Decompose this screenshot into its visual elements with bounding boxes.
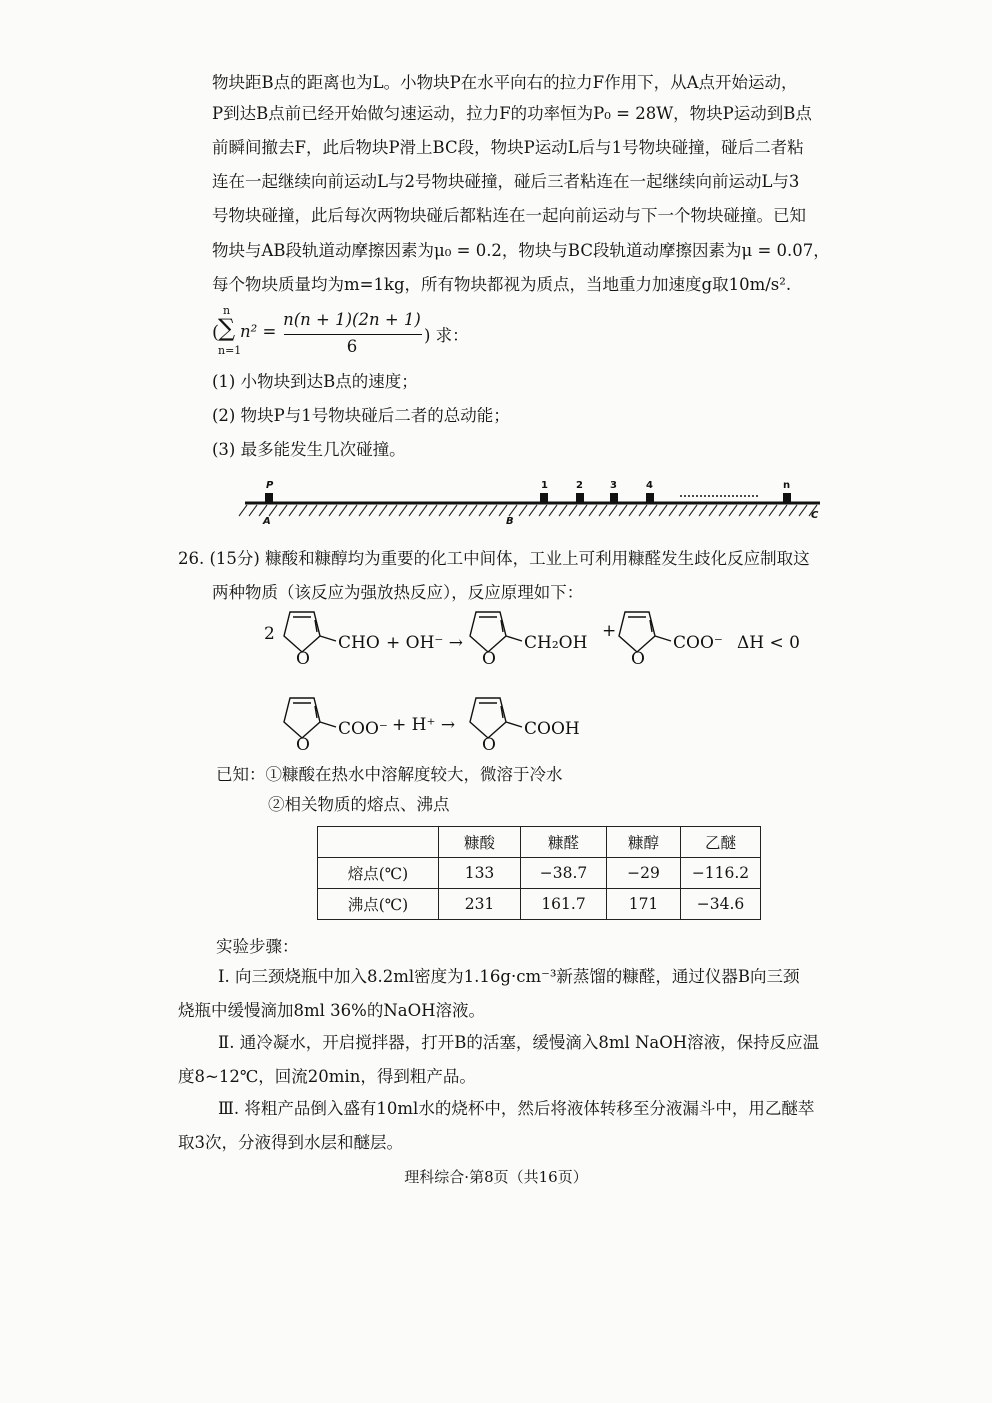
step-3-line1: Ⅲ. 将粗产品倒入盛有10ml水的烧杯中，然后将液体转移至分液漏斗中，用乙醚萃 bbox=[218, 1099, 815, 1118]
label-3: 3 bbox=[610, 480, 617, 491]
label-p: P bbox=[266, 480, 274, 491]
label-1: 1 bbox=[541, 480, 548, 491]
fraction-denominator: 6 bbox=[346, 337, 358, 356]
q26-intro-line2: 两种物质（该反应为强放热反应），反应原理如下： bbox=[212, 583, 584, 602]
question-1: (1) 小物块到达B点的速度； bbox=[212, 372, 418, 391]
physics-line-6: 物块与AB段轨道动摩擦因素为μ₀ = 0.2，物块与BC段轨道动摩擦因素为μ = 0.07， bbox=[212, 241, 830, 260]
eq1-delta-h: ΔH < 0 bbox=[737, 633, 800, 653]
table-cell: 熔点(℃) bbox=[318, 858, 439, 889]
label-4: 4 bbox=[646, 480, 653, 491]
table-cell: 231 bbox=[439, 889, 521, 920]
eq1-coo: COO⁻ bbox=[673, 633, 723, 653]
step-3-line2: 取3次，分液得到水层和醚层。 bbox=[178, 1133, 403, 1152]
eq2-cooh: COOH bbox=[524, 719, 580, 739]
label-c: C bbox=[811, 510, 819, 521]
sum-formula bbox=[212, 304, 472, 362]
table-header-cell: 糠醇 bbox=[607, 827, 681, 858]
sum-lhs: n² = bbox=[240, 322, 277, 341]
furan-ring-3 bbox=[619, 612, 671, 652]
table-header-cell: 糠酸 bbox=[439, 827, 521, 858]
furan-o-1: O bbox=[296, 649, 310, 668]
block-2 bbox=[576, 493, 584, 502]
step-1-line2: 烧瓶中缓慢滴加8ml 36%的NaOH溶液。 bbox=[178, 1001, 486, 1020]
sum-lower: n=1 bbox=[218, 344, 242, 357]
reaction-equation-2 bbox=[272, 692, 602, 754]
table-header-cell: 乙醚 bbox=[681, 827, 761, 858]
step-2-line1: Ⅱ. 通冷凝水，开启搅拌器，打开B的活塞，缓慢滴入8ml NaOH溶液，保持反应温 bbox=[218, 1033, 820, 1052]
step-2-line2: 度8~12℃，回流20min，得到粗产品。 bbox=[178, 1067, 476, 1086]
table-cell: −29 bbox=[607, 858, 681, 889]
label-a: A bbox=[263, 516, 271, 527]
eq1-coefficient: 2 bbox=[264, 624, 275, 644]
table-cell: 171 bbox=[607, 889, 681, 920]
properties-table bbox=[317, 826, 761, 920]
block-4 bbox=[646, 493, 654, 502]
physics-line-7: 每个物块质量均为m=1kg，所有物块都视为质点，当地重力加速度g取10m/s². bbox=[212, 275, 792, 294]
table-row bbox=[318, 889, 761, 920]
table-cell: 沸点(℃) bbox=[318, 889, 439, 920]
sum-upper: n bbox=[223, 304, 231, 317]
formula-open-paren: ( bbox=[212, 322, 220, 343]
furan-o-4: O bbox=[296, 735, 310, 754]
table-cell: −116.2 bbox=[681, 858, 761, 889]
block-n bbox=[783, 493, 791, 502]
known-1: 已知：①糠酸在热水中溶解度较大，微溶于冷水 bbox=[216, 765, 563, 784]
furan-ring-2 bbox=[470, 612, 522, 652]
block-3 bbox=[610, 493, 618, 502]
q26-intro-line1: 26. (15分) 糠酸和糠醇均为重要的化工中间体，工业上可利用糠醛发生歧化反应制取这 bbox=[178, 549, 810, 568]
block-p bbox=[265, 493, 273, 502]
table-header-row bbox=[318, 827, 761, 858]
steps-title: 实验步骤： bbox=[216, 937, 299, 956]
furan-ring-4 bbox=[284, 698, 336, 738]
track-hatching bbox=[239, 505, 817, 516]
furan-o-2: O bbox=[482, 649, 496, 668]
table-cell: 161.7 bbox=[521, 889, 607, 920]
table-cell: −34.6 bbox=[681, 889, 761, 920]
page-footer: 理科综合·第8页（共16页） bbox=[404, 1168, 588, 1186]
eq2-plus-h: + H⁺ → bbox=[392, 715, 456, 735]
fraction-bar bbox=[284, 334, 422, 335]
formula-close: ) 求： bbox=[424, 326, 469, 345]
table-cell: −38.7 bbox=[521, 858, 607, 889]
furan-ring-5 bbox=[470, 698, 522, 738]
furan-o-3: O bbox=[631, 649, 645, 668]
label-b: B bbox=[506, 516, 514, 527]
furan-ring-1 bbox=[284, 612, 336, 652]
physics-line-5: 号物块碰撞，此后每次两物块碰后都粘连在一起向前运动与下一个物块碰撞。已知 bbox=[212, 206, 806, 225]
physics-line-4: 连在一起继续向前运动L与2号物块碰撞，碰后三者粘连在一起继续向前运动L与3 bbox=[212, 172, 800, 191]
table-header-cell bbox=[318, 827, 439, 858]
fraction-numerator: n(n + 1)(2n + 1) bbox=[283, 310, 421, 329]
eq1-ch2oh: CH₂OH bbox=[524, 633, 588, 653]
block-1 bbox=[540, 493, 548, 502]
eq1-cho: CHO bbox=[338, 633, 380, 653]
eq1-plus-oh: + OH⁻ → bbox=[386, 633, 464, 653]
physics-line-3: 前瞬间撤去F，此后物块P滑上BC段，物块P运动L后与1号物块碰撞，碰后二者粘 bbox=[212, 138, 804, 157]
label-n: n bbox=[783, 480, 791, 491]
eq2-coo: COO⁻ bbox=[338, 719, 388, 739]
label-2: 2 bbox=[576, 480, 583, 491]
table-row bbox=[318, 858, 761, 889]
sum-symbol: ∑ bbox=[218, 314, 236, 342]
table-header-cell: 糠醛 bbox=[521, 827, 607, 858]
physics-line-1: 物块距B点的距离也为L。小物块P在水平向右的拉力F作用下，从A点开始运动， bbox=[212, 73, 798, 92]
furan-o-5: O bbox=[482, 735, 496, 754]
known-2: ②相关物质的熔点、沸点 bbox=[268, 795, 450, 814]
table-cell: 133 bbox=[439, 858, 521, 889]
physics-line-2: P到达B点前已经开始做匀速运动，拉力F的功率恒为P₀ = 28W，物块P运动到B点 bbox=[212, 104, 812, 123]
question-3: (3) 最多能发生几次碰撞。 bbox=[212, 440, 406, 459]
track-diagram bbox=[235, 472, 835, 528]
eq1-plus: + bbox=[602, 621, 617, 641]
reaction-equation-1 bbox=[262, 606, 822, 668]
step-1-line1: Ⅰ. 向三颈烧瓶中加入8.2ml密度为1.16g·cm⁻³新蒸馏的糠醛，通过仪器B向三颈 bbox=[218, 967, 800, 986]
question-2: (2) 物块P与1号物块碰后二者的总动能； bbox=[212, 406, 510, 425]
